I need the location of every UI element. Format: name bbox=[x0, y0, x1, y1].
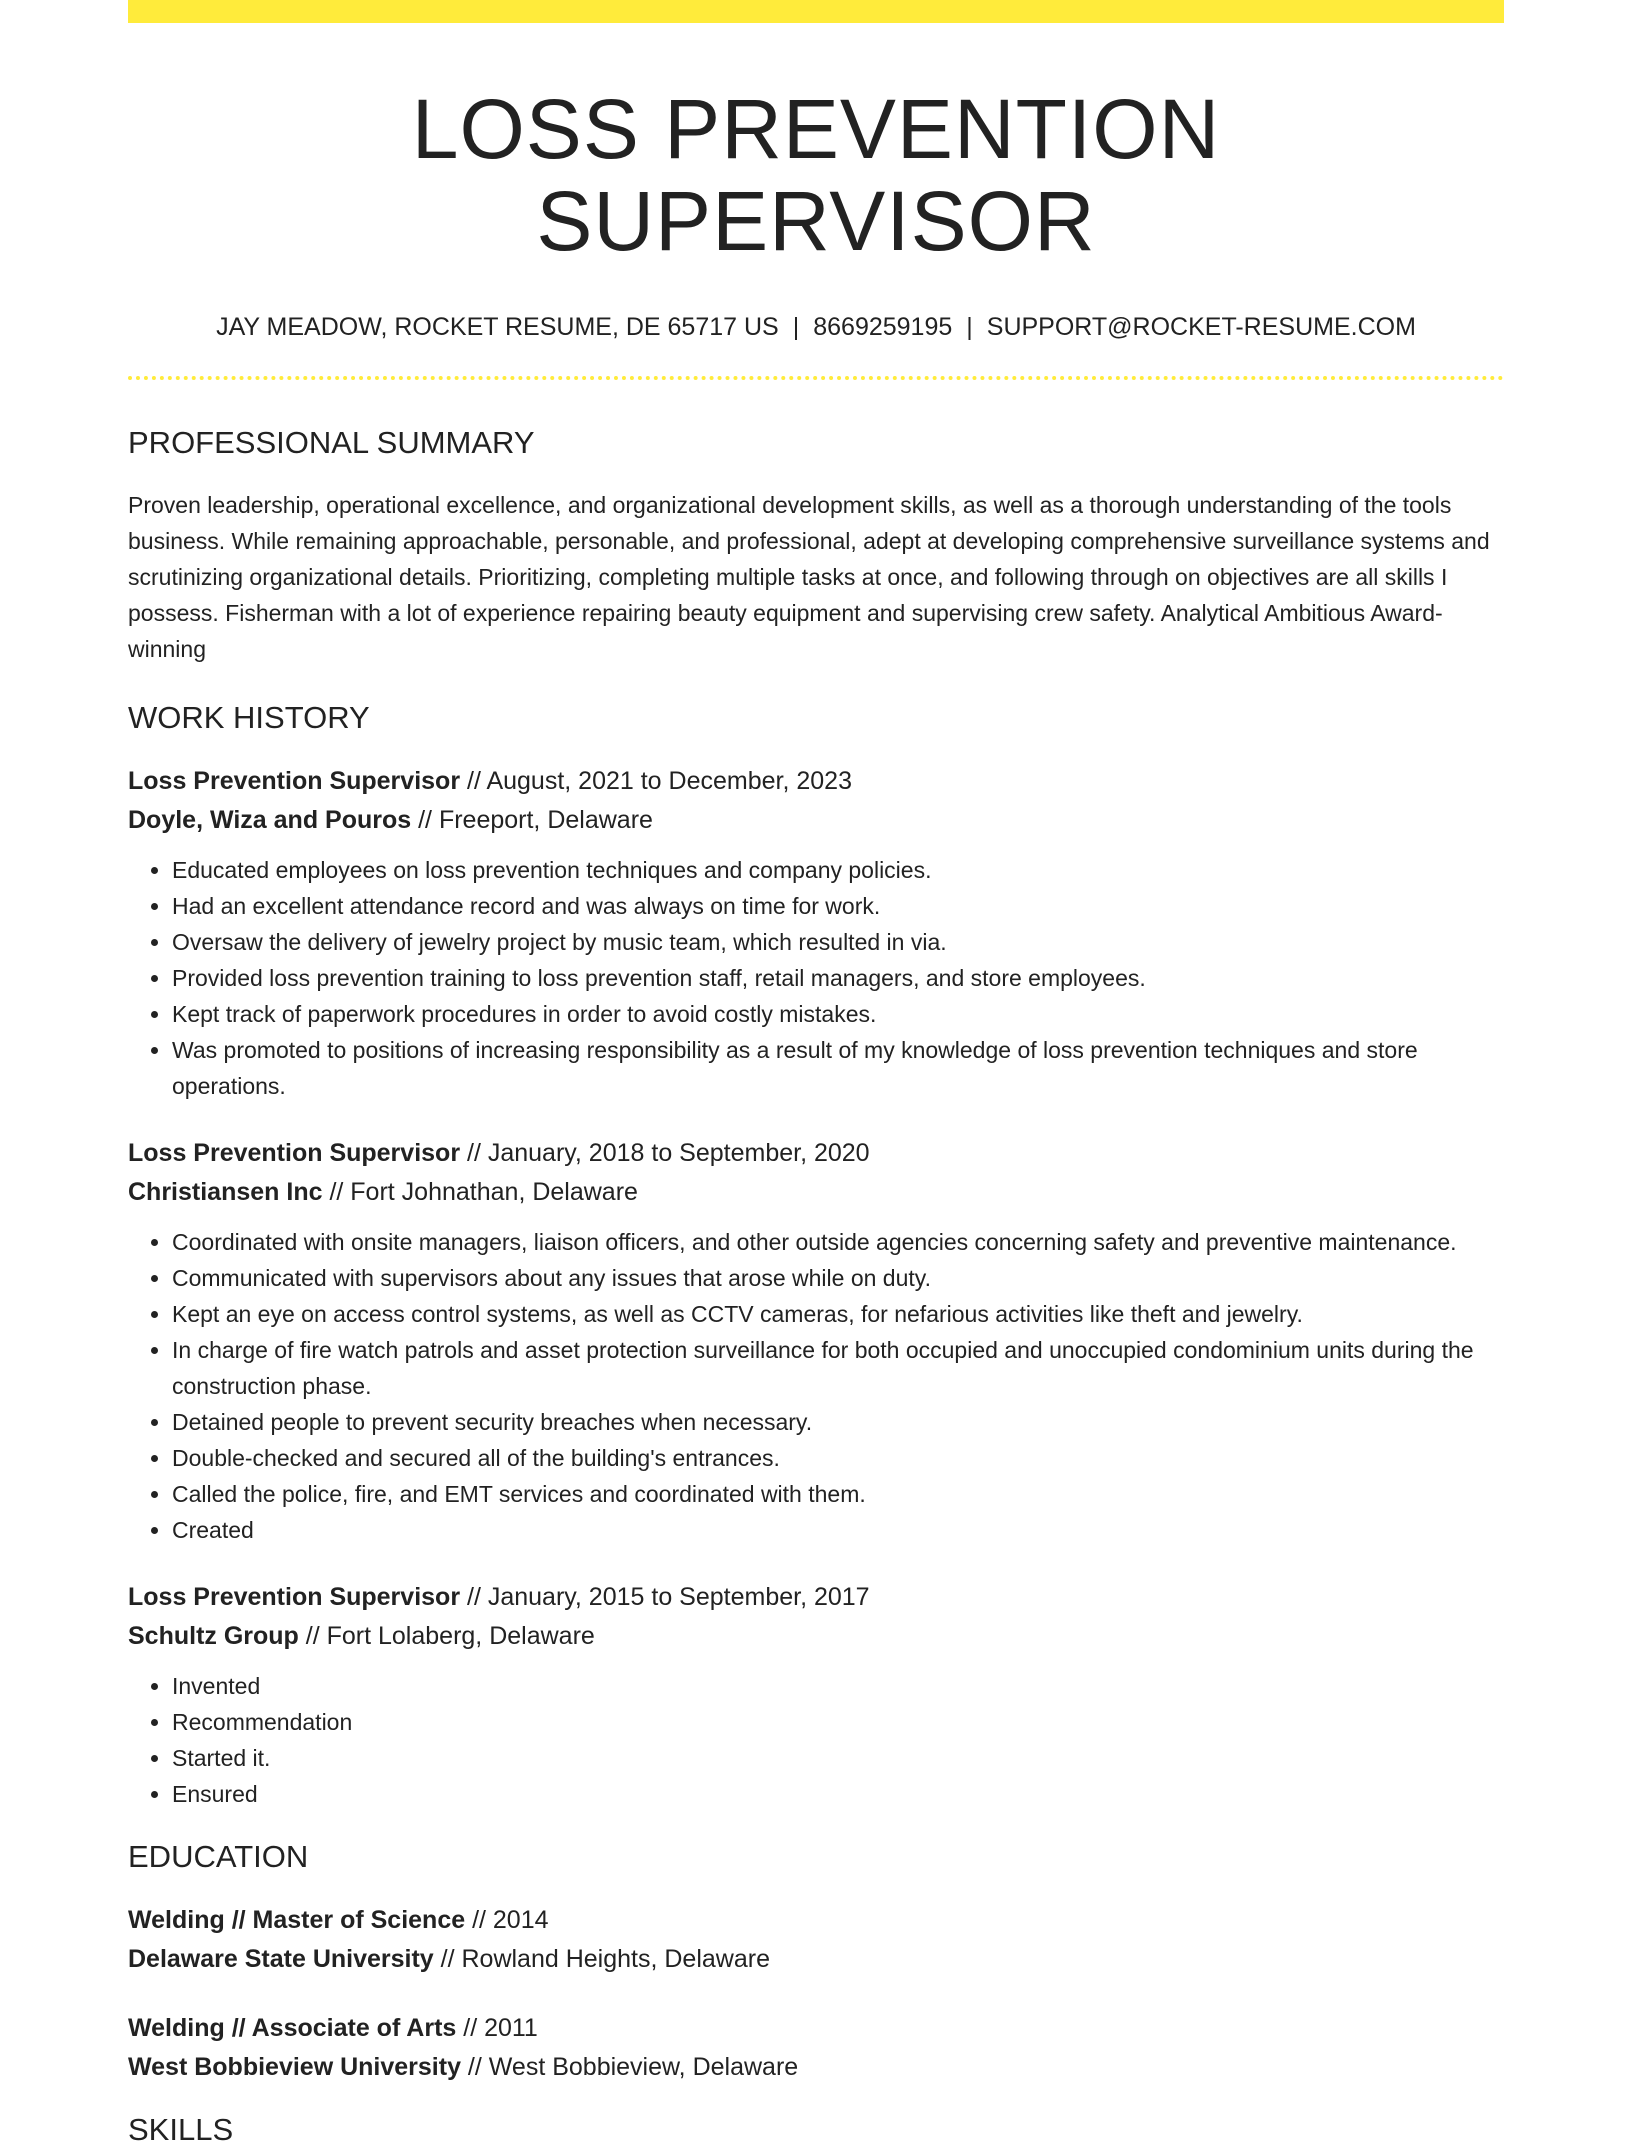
contact-separator: | bbox=[792, 312, 800, 341]
education-school: West Bobbieview University bbox=[128, 2053, 461, 2082]
job-company: Christiansen Inc bbox=[128, 1178, 323, 1207]
job-bullet: • Called the police, fire, and EMT services and coordinated with them. bbox=[172, 1476, 1504, 1512]
education-school-line bbox=[128, 2048, 1504, 2087]
resume-page bbox=[128, 0, 1504, 2149]
dotted-divider bbox=[128, 376, 1504, 380]
accent-bar bbox=[128, 0, 1504, 23]
education-location: // Rowland Heights, Delaware bbox=[433, 1945, 770, 1974]
education-heading: EDUCATION bbox=[128, 1839, 309, 1875]
job-bullet: • Ensured bbox=[172, 1776, 1504, 1812]
job-dates: // August, 2021 to December, 2023 bbox=[460, 767, 852, 796]
education-school-line bbox=[128, 1940, 1504, 1979]
summary-text: Proven leadership, operational excellence, and organizational development skills, as well as a thorough understanding of the tools business. While remaining approachable, personable, and professional, adept at developing comprehensive surveillance systems and scrutinizing organizational details. Prioritizing, completing multiple tasks at once, and following through on objectives are all skills I possess. Fisherman with a lot of experience repairing beauty equipment and supervising crew safety. Analytical Ambitious Award-winning bbox=[128, 491, 1490, 662]
job-bullet: • Had an excellent attendance record and was always on time for work. bbox=[172, 888, 1504, 924]
job-bullet: • Provided loss prevention training to loss prevention staff, retail managers, and store employees. bbox=[172, 960, 1504, 996]
job-company: Doyle, Wiza and Pouros bbox=[128, 806, 412, 835]
job-bullet: • Oversaw the delivery of jewelry project by music team, which resulted in via. bbox=[172, 924, 1504, 960]
job-location: // Fort Lolaberg, Delaware bbox=[298, 1622, 595, 1651]
education-degree: Welding // Master of Science bbox=[128, 1906, 466, 1935]
education-degree-line bbox=[128, 1901, 1504, 1940]
job-title-line bbox=[128, 1134, 1504, 1173]
job-title: Loss Prevention Supervisor bbox=[128, 1583, 461, 1612]
contact-email: SUPPORT@ROCKET-RESUME.COM bbox=[986, 312, 1416, 341]
job-bullet: • Communicated with supervisors about any issues that arose while on duty. bbox=[172, 1260, 1504, 1296]
skills-heading: SKILLS bbox=[128, 2112, 234, 2148]
job-title: Loss Prevention Supervisor bbox=[128, 767, 461, 796]
education-year: // 2011 bbox=[456, 2014, 538, 2043]
summary-heading: PROFESSIONAL SUMMARY bbox=[128, 424, 535, 460]
job-bullet: • Coordinated with onsite managers, liaison officers, and other outside agencies concerning safety and preventive maintenance. bbox=[172, 1224, 1504, 1260]
contact-address: JAY MEADOW, ROCKET RESUME, DE 65717 US bbox=[216, 312, 779, 341]
job-title-line bbox=[128, 1578, 1504, 1617]
job-dates: // January, 2015 to September, 2017 bbox=[460, 1583, 870, 1612]
job-entry bbox=[128, 1578, 1504, 1812]
education-degree: Welding // Associate of Arts bbox=[128, 2014, 457, 2043]
job-bullet: • Double-checked and secured all of the building's entrances. bbox=[172, 1440, 1504, 1476]
contact-separator: | bbox=[966, 312, 973, 341]
education-school: Delaware State University bbox=[128, 1945, 434, 1974]
education-entry bbox=[128, 1901, 1504, 1979]
job-bullet: • Kept an eye on access control systems, as well as CCTV cameras, for nefarious activities like theft and jewelry. bbox=[172, 1296, 1504, 1332]
education-year: // 2014 bbox=[465, 1906, 549, 1935]
resume-title: LOSS PREVENTION SUPERVISOR bbox=[411, 82, 1221, 269]
education-location: // West Bobbieview, Delaware bbox=[460, 2053, 799, 2082]
job-bullet: • Was promoted to positions of increasing responsibility as a result of my knowledge of loss prevention techniques and store operations. bbox=[172, 1032, 1504, 1104]
education-entry bbox=[128, 2009, 1504, 2087]
contact-phone: 8669259195 bbox=[813, 312, 953, 341]
job-bullet: • Kept track of paperwork procedures in order to avoid costly mistakes. bbox=[172, 996, 1504, 1032]
education-list bbox=[128, 1901, 1504, 2087]
job-location: // Freeport, Delaware bbox=[411, 806, 653, 835]
job-bullet: • Detained people to prevent security breaches when necessary. bbox=[172, 1404, 1504, 1440]
job-company: Schultz Group bbox=[128, 1622, 299, 1651]
job-bullet: • Recommendation bbox=[172, 1704, 1504, 1740]
job-company-line bbox=[128, 1617, 1504, 1656]
job-company-line bbox=[128, 1173, 1504, 1212]
job-title: Loss Prevention Supervisor bbox=[128, 1139, 461, 1168]
work-history-list bbox=[128, 762, 1504, 1812]
job-bullet: • Started it. bbox=[172, 1740, 1504, 1776]
job-company-line bbox=[128, 801, 1504, 840]
job-bullet-list bbox=[128, 1668, 1504, 1812]
education-degree-line bbox=[128, 2009, 1504, 2048]
job-entry bbox=[128, 762, 1504, 1104]
job-bullet: • Educated employees on loss prevention techniques and company policies. bbox=[172, 852, 1504, 888]
job-bullet: • In charge of fire watch patrols and asset protection surveillance for both occupied and unoccupied condominium units during the construction phase. bbox=[172, 1332, 1504, 1404]
contact-line bbox=[128, 312, 1504, 342]
job-bullet-list bbox=[128, 1224, 1504, 1548]
job-title-line bbox=[128, 762, 1504, 801]
job-dates: // January, 2018 to September, 2020 bbox=[460, 1139, 870, 1168]
job-bullet: • Created bbox=[172, 1512, 1504, 1548]
work-history-heading: WORK HISTORY bbox=[128, 699, 370, 735]
job-location: // Fort Johnathan, Delaware bbox=[322, 1178, 638, 1207]
job-entry bbox=[128, 1134, 1504, 1548]
job-bullet-list bbox=[128, 852, 1504, 1104]
job-bullet: • Invented bbox=[172, 1668, 1504, 1704]
